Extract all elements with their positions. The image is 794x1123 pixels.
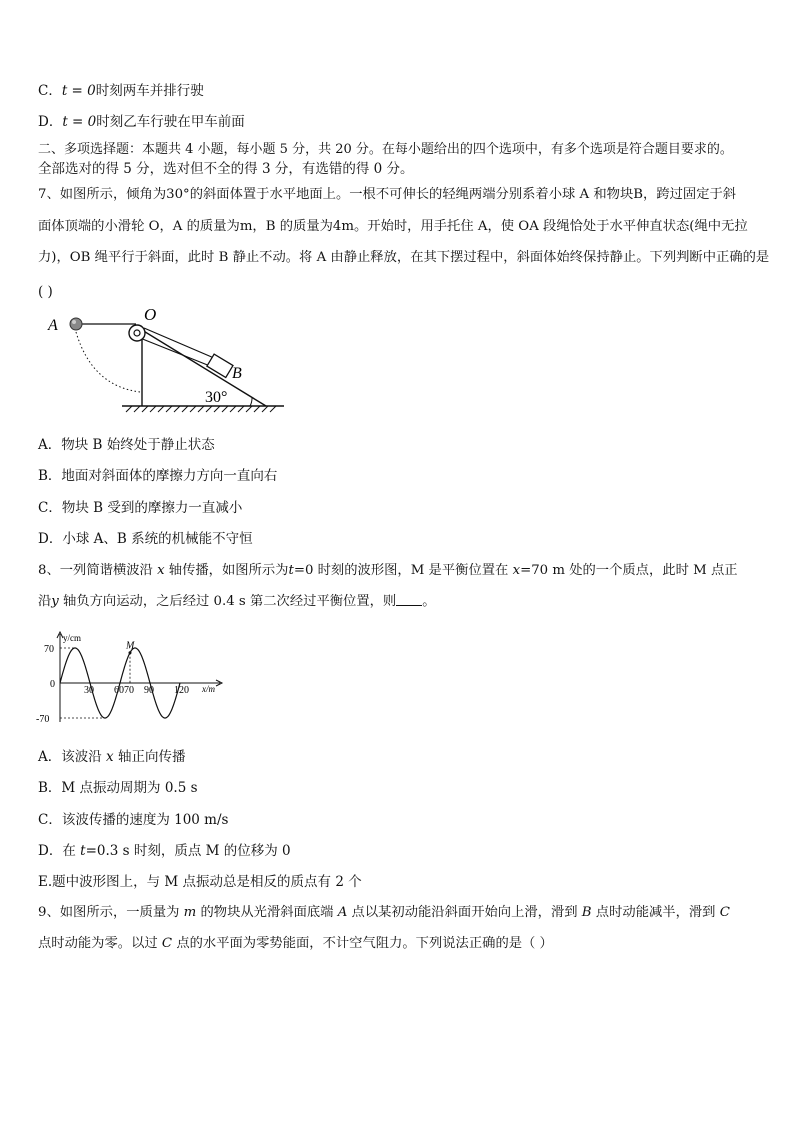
option-text: 时刻乙车行驶在甲车前面 (96, 114, 245, 130)
x-tick-70: 70 (124, 685, 134, 696)
text: 轴正向传播 (113, 749, 186, 765)
q8-option-c: C．该波传播的速度为 100 m/s (38, 812, 229, 828)
x-tick-60: 60 (114, 685, 124, 696)
answer-blank[interactable] (396, 593, 422, 606)
text: 8、一列简谐横波沿 (38, 563, 158, 578)
q8-option-d (38, 842, 291, 860)
x-axis-label: x/m (202, 684, 215, 694)
text: 点以某初动能沿斜面开始向上滑，滑到 (347, 905, 582, 920)
q8-wave-chart (30, 628, 260, 728)
var: x (512, 563, 521, 578)
text: 的物块从光滑斜面底端 (196, 905, 338, 920)
var: C (161, 936, 173, 951)
swing-path (76, 332, 140, 392)
var: B (581, 905, 592, 920)
option-label: C． (38, 83, 62, 99)
var: x (106, 749, 114, 765)
q7-option-c: C．物块 B 受到的摩擦力一直减小 (38, 500, 243, 516)
var: t (288, 563, 294, 578)
q9-stem-line2 (38, 935, 553, 953)
label-o: O (144, 305, 157, 324)
x-tick-90: 90 (144, 685, 154, 696)
q8-stem-line2 (38, 593, 436, 611)
var: y (51, 594, 59, 609)
var: A (337, 905, 348, 920)
incline-body (142, 330, 266, 406)
var: m (183, 905, 197, 920)
block-b (207, 354, 233, 377)
text: 轴负方向运动，之后经过 0.4 s 第二次经过平衡位置，则 (58, 594, 397, 609)
text: 沿 (38, 594, 52, 609)
q7-option-a: A．物块 B 始终处于静止状态 (38, 437, 215, 453)
option-label: D． (38, 114, 63, 130)
y-tick-neg70: -70 (36, 714, 50, 725)
q8-option-a (38, 748, 185, 766)
var: t (80, 843, 86, 859)
section2-line1: 二、多项选择题：本题共 4 小题，每小题 5 分，共 20 分。在每小题给出的四个选项中，有多个选项是符合题目要求的。 (38, 142, 733, 157)
section2-line2: 全部选对的得 5 分，选对但不全的得 3 分，有选错的得 0 分。 (38, 161, 414, 177)
text: =70 m 处的一个质点，此时 M 点正 (520, 563, 738, 578)
ground-hatching (126, 406, 276, 412)
x-tick-120: 120 (174, 685, 189, 696)
q8-stem-line1 (38, 562, 738, 580)
y-axis-label: y/cm (63, 633, 81, 643)
q7-option-b: B．地面对斜面体的摩擦力方向一直向右 (38, 468, 278, 484)
text: 轴传播，如图所示为 (164, 563, 289, 578)
q7-stem-line2: 面体顶端的小滑轮 O，A 的质量为m，B 的质量为4m。开始时，用手托住 A，使 OA 段绳恰处于水平伸直状态(绳中无拉 (38, 219, 748, 234)
q7-incline-figure (40, 300, 300, 420)
math-expr: t = 0 (61, 83, 96, 99)
math-expr: t = 0 (62, 114, 97, 130)
text: 点时动能为零。以过 (38, 936, 162, 951)
text: 点时动能减半，滑到 (591, 905, 720, 920)
label-a: A (48, 317, 58, 334)
ball-a (70, 318, 82, 330)
text: 。 (422, 594, 436, 609)
x-tick-30: 30 (84, 685, 94, 696)
q7-option-d: D．小球 A、B 系统的机械能不守恒 (38, 531, 253, 547)
text: 点的水平面为零势能面，不计空气阻力。下列说法正确的是（ ） (172, 936, 553, 951)
text: 9、如图所示，一质量为 (38, 905, 184, 920)
text: A．该波沿 (38, 749, 107, 765)
y-tick-0: 0 (50, 679, 55, 690)
text: D．在 (38, 843, 81, 859)
q7-stem-line3: 力)，OB 绳平行于斜面，此时 B 静止不动。将 A 由静止释放，在其下摆过程中，斜面体始终保持静止。下列判断中正确的是 (38, 250, 770, 265)
point-m-label: M (126, 640, 135, 652)
text: =0 时刻的波形图，M 是平衡位置在 (293, 563, 513, 578)
label-b: B (232, 365, 242, 382)
option-text: 时刻两车并排行驶 (95, 83, 204, 99)
y-tick-70: 70 (44, 644, 54, 655)
q8-option-b: B．M 点振动周期为 0.5 s (38, 780, 198, 796)
q6-option-d (38, 113, 245, 131)
q6-option-c (38, 82, 204, 100)
q7-answer-paren: ( ) (38, 284, 53, 300)
text: =0.3 s 时刻，质点 M 的位移为 0 (85, 843, 291, 859)
q9-stem-line1 (38, 904, 730, 922)
q8-option-e: E.题中波形图上，与 M 点振动总是相反的质点有 2 个 (38, 874, 362, 890)
label-angle: 30° (205, 389, 228, 406)
var: C (719, 905, 730, 920)
q7-stem-line1: 7、如图所示，倾角为30°的斜面体置于水平地面上。一根不可伸长的轻绳两端分别系着小球 A 和物块B，跨过固定于斜 (38, 187, 737, 202)
angle-arc (250, 398, 252, 406)
var: x (157, 563, 165, 578)
